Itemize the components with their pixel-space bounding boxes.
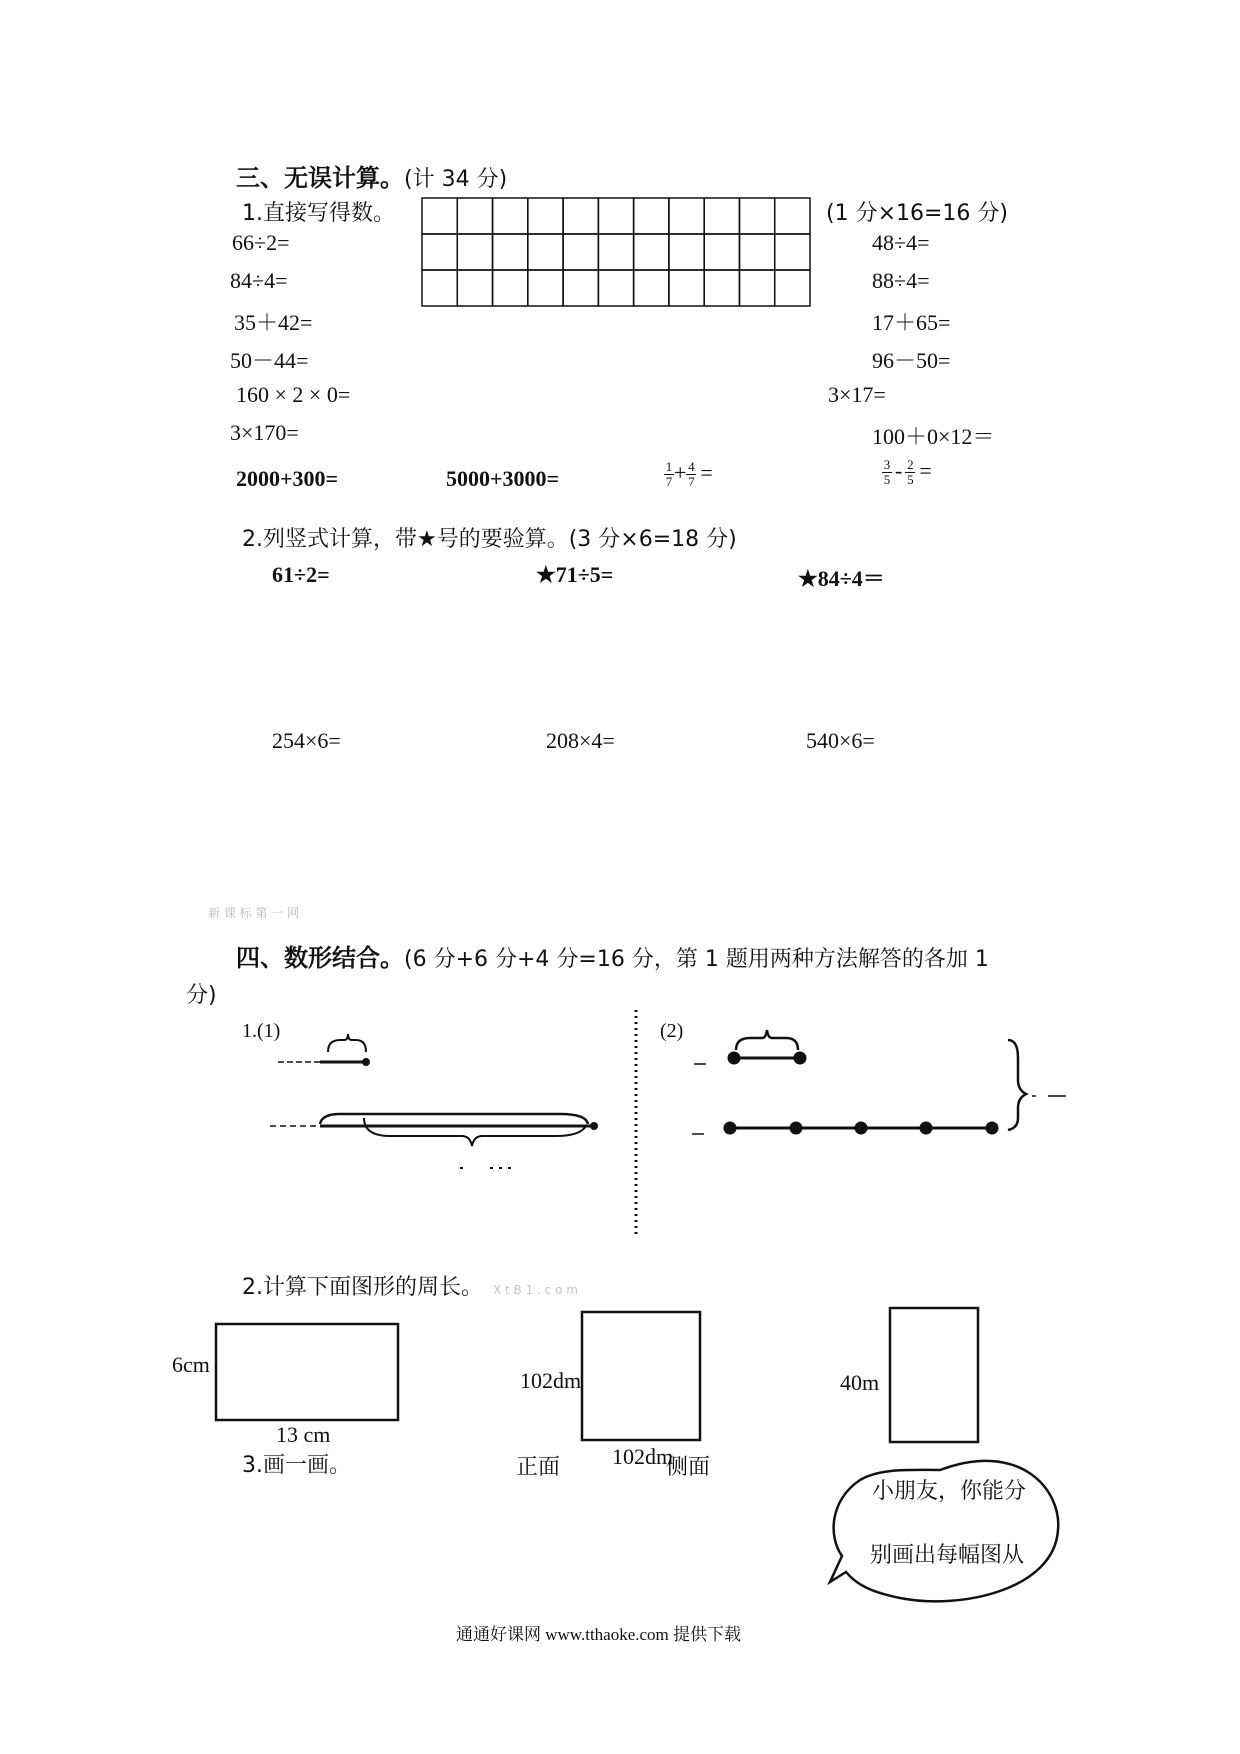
grid-cell[interactable] xyxy=(634,270,669,306)
diagram-1-left xyxy=(270,1034,597,1168)
side-view-label: 侧面 xyxy=(666,1455,711,1480)
q1-score: (1 分×16=16 分) xyxy=(826,201,1009,226)
grid-cell[interactable] xyxy=(775,234,810,270)
grid-cell[interactable] xyxy=(422,234,457,270)
expr-left-3: 35＋42= xyxy=(234,310,313,335)
grid-cell[interactable] xyxy=(739,270,774,306)
q3-draw-title: 3.画一画。 xyxy=(242,1453,351,1478)
numerator: 4 xyxy=(688,459,695,475)
denominator: 7 xyxy=(665,474,673,490)
grid-cell[interactable] xyxy=(775,198,810,234)
square-bottom-label: 102dm xyxy=(612,1444,674,1469)
rect-height-label: 6cm xyxy=(172,1352,210,1377)
section4-heading xyxy=(236,938,989,973)
expr-left-5: 160 × 2 × 0= xyxy=(236,382,351,407)
operator: + xyxy=(674,460,687,485)
vertical-calc-6: 540×6= xyxy=(806,728,875,753)
grid-cell[interactable] xyxy=(493,198,528,234)
expr-right-4: 96－50= xyxy=(872,348,951,373)
grid-cell[interactable] xyxy=(528,234,563,270)
watermark-xtb: X t B 1 . c o m xyxy=(493,1283,578,1297)
grid-cell[interactable] xyxy=(563,234,598,270)
grid-cell[interactable] xyxy=(493,234,528,270)
grid-cell[interactable] xyxy=(634,198,669,234)
grid-cell[interactable] xyxy=(634,234,669,270)
grid-cell[interactable] xyxy=(493,270,528,306)
expr-bottom-1: 2000+300= xyxy=(236,466,339,491)
fraction-1a xyxy=(664,460,674,489)
answer-grid xyxy=(422,198,810,306)
fraction-2b xyxy=(905,458,915,487)
grid-cell[interactable] xyxy=(422,270,457,306)
tall-rectangle-figure xyxy=(890,1308,978,1442)
numerator: 1 xyxy=(665,459,673,475)
grid-cell[interactable] xyxy=(704,198,739,234)
expr-bottom-2: 5000+3000= xyxy=(446,466,560,491)
grid-cell[interactable] xyxy=(669,234,704,270)
watermark-text: 新 课 标 第 一 网 xyxy=(208,906,300,920)
section3-score: (计 34 分) xyxy=(404,167,508,192)
vertical-calc-3: ★84÷4＝ xyxy=(798,566,885,591)
expr-right-1: 48÷4= xyxy=(872,230,930,255)
grid-cell[interactable] xyxy=(563,270,598,306)
grid-cell[interactable] xyxy=(739,198,774,234)
grid-cell[interactable] xyxy=(775,270,810,306)
grid-cell[interactable] xyxy=(598,198,633,234)
front-view-label: 正面 xyxy=(516,1455,561,1480)
footer-text: 通通好课网 www.tthaoke.com 提供下载 xyxy=(456,1625,742,1644)
grid-cell[interactable] xyxy=(528,270,563,306)
grid-cell[interactable] xyxy=(704,270,739,306)
section3-title: 三、无误计算。 xyxy=(236,164,404,192)
denominator: 7 xyxy=(688,474,695,490)
fraction-2a xyxy=(882,458,892,487)
equals-sign: = xyxy=(919,458,932,483)
operator: - xyxy=(895,458,903,483)
section4-title: 四、数形结合。 xyxy=(236,944,404,972)
grid-cell[interactable] xyxy=(457,234,492,270)
expr-left-4: 50－44= xyxy=(230,348,309,373)
denominator: 5 xyxy=(883,472,891,488)
expr-right-5: 3×17= xyxy=(828,382,886,407)
bubble-text-1: 小朋友，你能分 xyxy=(872,1479,1027,1504)
expr-right-3: 17＋65= xyxy=(872,310,951,335)
section4-score: (6 分+6 分+4 分=16 分，第 1 题用两种方法解答的各加 1 xyxy=(404,947,989,972)
fraction-1b xyxy=(686,460,696,489)
fraction-expression-2 xyxy=(882,458,932,487)
expr-right-2: 88÷4= xyxy=(872,268,930,293)
fraction-expression-1 xyxy=(664,460,713,489)
q1-title: 1.直接写得数。 xyxy=(242,201,395,226)
tall-rect-side-label: 40m xyxy=(840,1370,880,1395)
vertical-calc-4: 254×6= xyxy=(272,728,341,753)
rectangle-figure xyxy=(216,1324,398,1420)
square-side-label: 102dm xyxy=(520,1368,582,1393)
equals-sign: = xyxy=(700,460,713,485)
bubble-text-2: 别画出每幅图从 xyxy=(870,1543,1025,1568)
diagram-2-right xyxy=(692,1030,1066,1134)
rect-width-label: 13 cm xyxy=(276,1422,331,1447)
expr-left-1: 66÷2= xyxy=(232,230,290,255)
numerator: 3 xyxy=(883,457,891,473)
grid-cell[interactable] xyxy=(457,270,492,306)
section4-score-cont: 分) xyxy=(186,983,217,1008)
grid-cell[interactable] xyxy=(669,270,704,306)
vertical-calc-5: 208×4= xyxy=(546,728,615,753)
grid-cell[interactable] xyxy=(704,234,739,270)
grid-cell[interactable] xyxy=(528,198,563,234)
grid-cell[interactable] xyxy=(563,198,598,234)
grid-cell[interactable] xyxy=(598,270,633,306)
q2-title: 2.列竖式计算，带★号的要验算。(3 分×6=18 分) xyxy=(242,527,737,552)
grid-cell[interactable] xyxy=(669,198,704,234)
vertical-calc-2: ★71÷5= xyxy=(536,562,614,587)
vertical-calc-1: 61÷2= xyxy=(272,562,330,587)
grid-cell[interactable] xyxy=(739,234,774,270)
expr-left-2: 84÷4= xyxy=(230,268,288,293)
q2-perimeter-label: 2.计算下面图形的周长。 xyxy=(242,1275,483,1300)
expr-right-6: 100＋0×12＝ xyxy=(872,424,995,449)
square-figure xyxy=(582,1312,700,1440)
numerator: 2 xyxy=(907,457,914,473)
grid-cell[interactable] xyxy=(422,198,457,234)
grid-cell[interactable] xyxy=(457,198,492,234)
grid-cell[interactable] xyxy=(598,234,633,270)
q1-part2-label: (2) xyxy=(660,1020,684,1042)
denominator: 5 xyxy=(907,472,914,488)
expr-left-6: 3×170= xyxy=(230,420,299,445)
q2-perimeter-title xyxy=(242,1270,578,1301)
q1-part1-label: 1.(1) xyxy=(242,1020,281,1042)
